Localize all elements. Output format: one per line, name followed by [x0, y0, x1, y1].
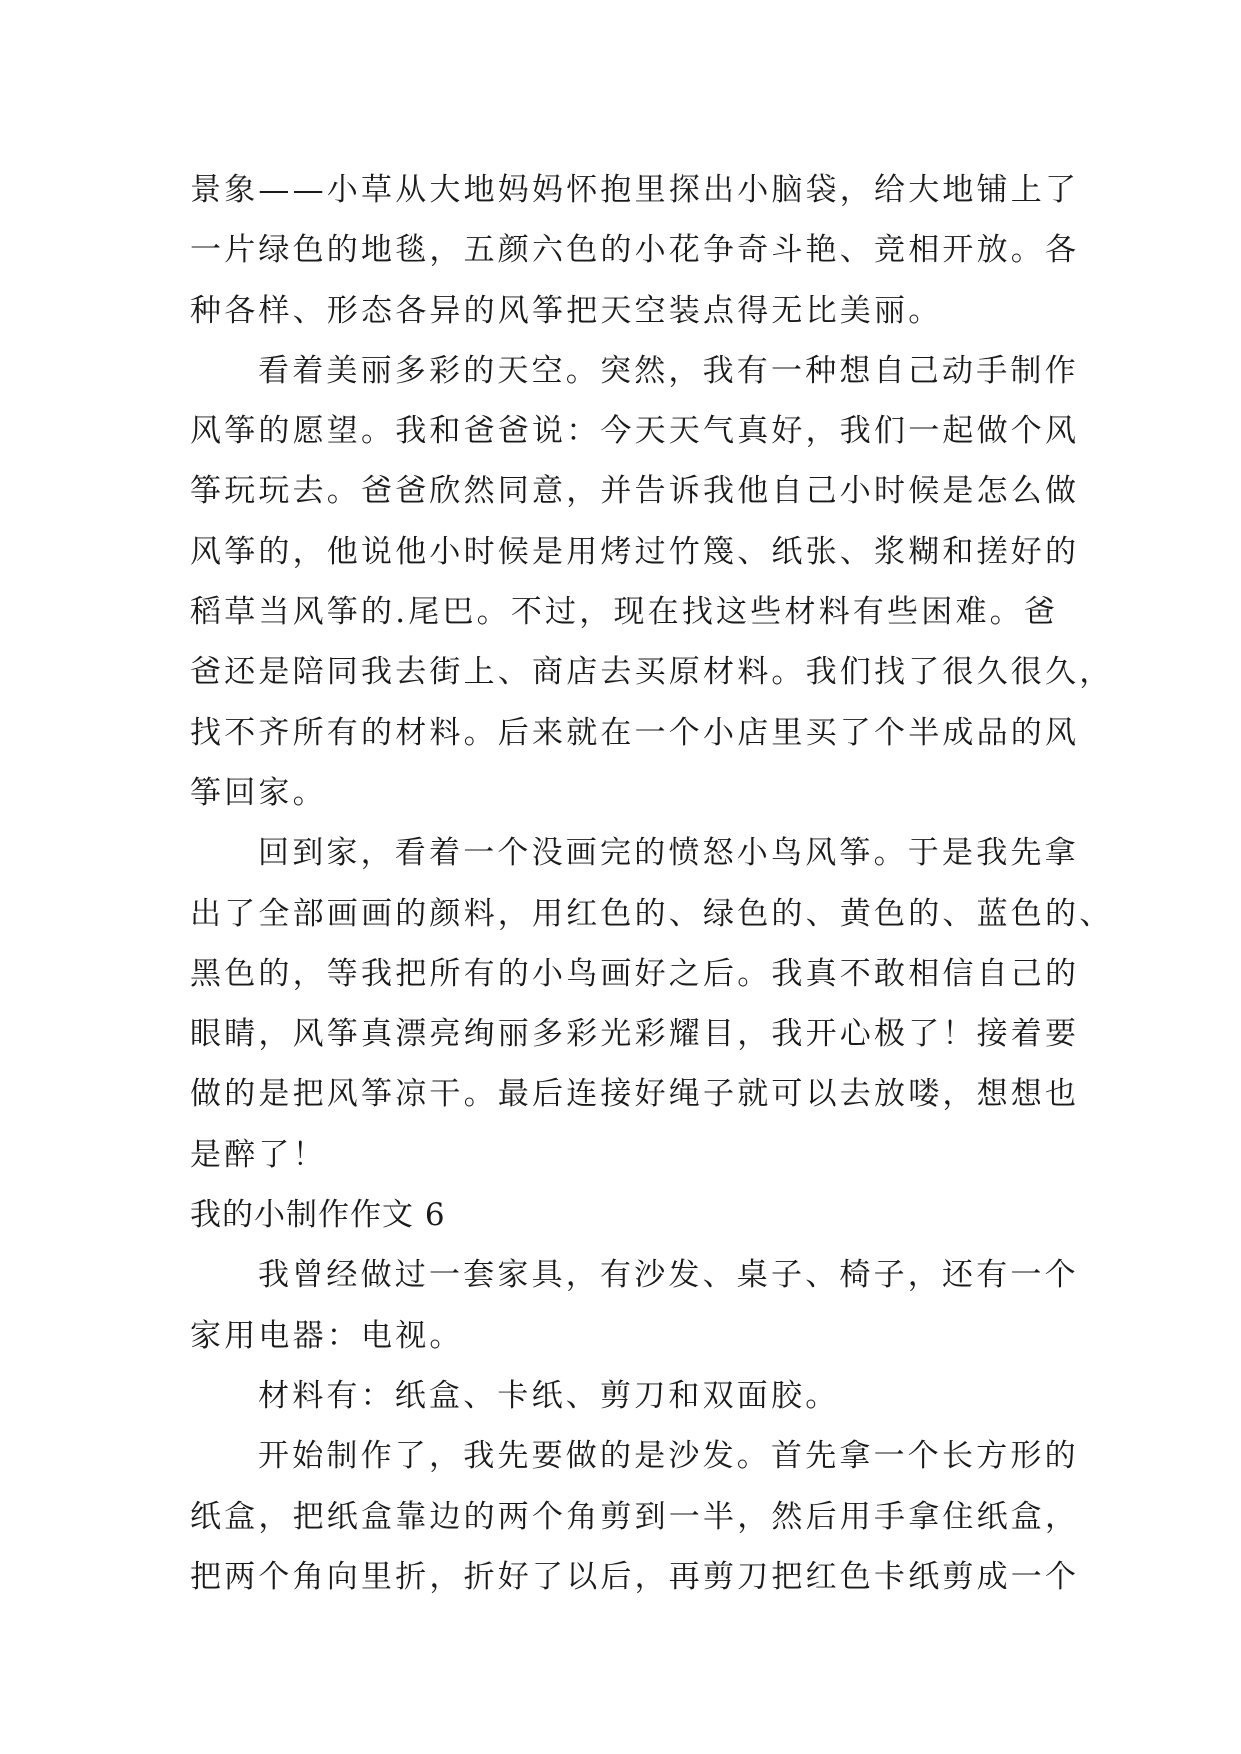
- paragraph-line: 是醉了！: [190, 1136, 327, 1173]
- paragraph-line: 眼睛，风筝真漂亮绚丽多彩光彩耀目，我开心极了！接着要: [190, 1016, 1080, 1053]
- paragraph-line: 家用电器：电视。: [190, 1317, 464, 1354]
- paragraph-line: 回到家，看着一个没画完的愤怒小鸟风筝。于是我先拿: [258, 835, 1079, 872]
- paragraph-line: 开始制作了，我先要做的是沙发。首先拿一个长方形的: [258, 1438, 1079, 1475]
- paragraph-line: 筝回家。: [190, 774, 327, 811]
- paragraph-line: 做的是把风筝凉干。最后连接好绳子就可以去放喽，想想也: [190, 1076, 1080, 1113]
- paragraph-line: 把两个角向里折，折好了以后，再剪刀把红色卡纸剪成一个: [190, 1558, 1080, 1595]
- paragraph-line: 筝玩玩去。爸爸欣然同意，并告诉我他自己小时候是怎么做: [190, 473, 1080, 510]
- paragraph-line: 爸还是陪同我去街上、商店去买原材料。我们找了很久很久，: [190, 654, 1114, 691]
- paragraph-line: 看着美丽多彩的天空。突然，我有一种想自己动手制作: [258, 352, 1079, 389]
- paragraph-line: 风筝的，他说他小时候是用烤过竹篾、纸张、浆糊和搓好的: [190, 533, 1080, 570]
- paragraph-line: 我曾经做过一套家具，有沙发、桌子、椅子，还有一个: [258, 1257, 1079, 1294]
- paragraph-line: 找不齐所有的材料。后来就在一个小店里买了个半成品的风: [190, 714, 1080, 751]
- paragraph-line: 黑色的，等我把所有的小鸟画好之后。我真不敢相信自己的: [190, 955, 1080, 992]
- paragraph-line: 出了全部画画的颜料，用红色的、绿色的、黄色的、蓝色的、: [190, 895, 1114, 932]
- paragraph-line: 景象——小草从大地妈妈怀抱里探出小脑袋，给大地铺上了: [190, 172, 1080, 208]
- paragraph-line: 风筝的愿望。我和爸爸说：今天天气真好，我们一起做个风: [190, 413, 1080, 450]
- paragraph-line: 材料有：纸盒、卡纸、剪刀和双面胶。: [258, 1377, 840, 1414]
- paragraph-line: 一片绿色的地毯，五颜六色的小花争奇斗艳、竞相开放。各: [190, 232, 1080, 269]
- section-heading: 我的小制作作文 6: [190, 1197, 446, 1234]
- paragraph-line: 种各样、形态各异的风筝把天空装点得无比美丽。: [190, 292, 943, 329]
- paragraph-line: 稻草当风筝的.尾巴。不过，现在找这些材料有些困难。爸: [190, 594, 1059, 631]
- document-body: [190, 160, 1114, 1607]
- paragraph-line: 纸盒，把纸盒靠边的两个角剪到一半，然后用手拿住纸盒，: [190, 1498, 1080, 1535]
